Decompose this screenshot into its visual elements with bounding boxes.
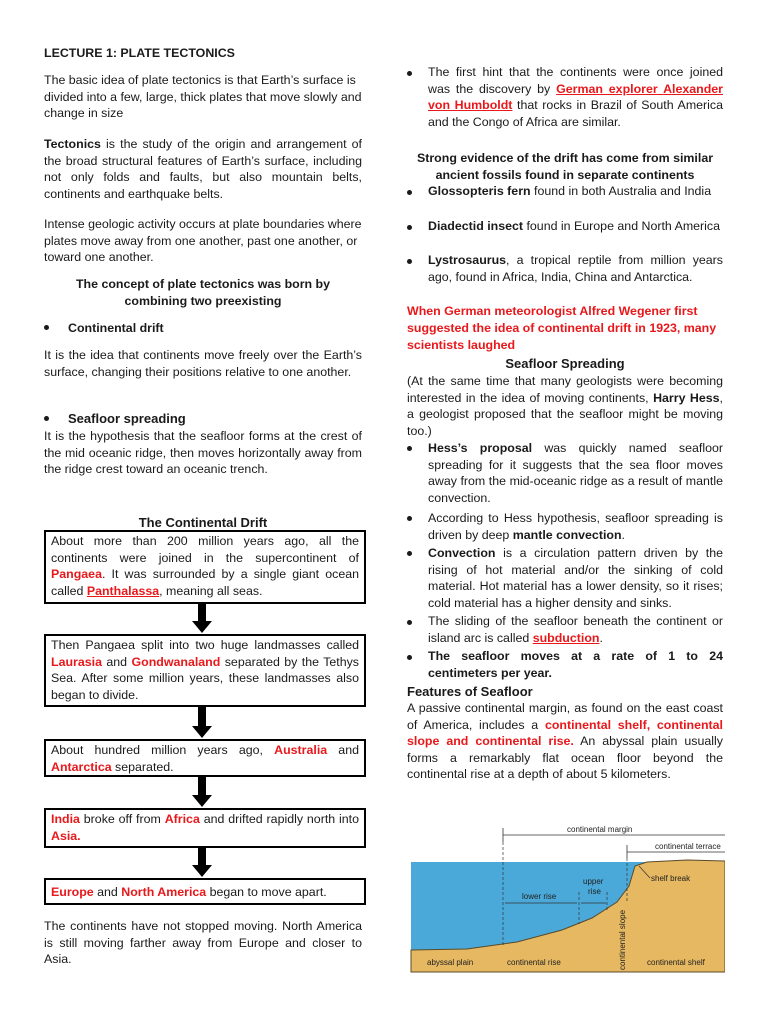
- wegener-note: When German meteorologist Alfred Wegener first suggested the idea of continental drift in 1923, many scientists laughed: [407, 304, 717, 352]
- label-upper-rise-2: rise: [588, 887, 601, 896]
- down-arrow-icon: [195, 604, 209, 634]
- bullet-seafloor-spreading: Seafloor spreading: [68, 411, 186, 426]
- label-abyssal-plain: abyssal plain: [427, 958, 474, 967]
- box-text: separated by the Tethys Sea. After some million years, these landmasses also began to divide.: [51, 654, 360, 702]
- intro-paragraph: The basic idea of plate tectonics is that Earth’s surface is divided into a few, large, thick plates that move slowly and change in size: [44, 73, 362, 121]
- bullet-dot: [407, 190, 412, 195]
- convection-term: Convection: [428, 546, 496, 560]
- box-text: . It was surrounded by a single giant ocean called: [51, 567, 359, 598]
- fossil-text: , a tropical reptile from million years ago, found in Africa, India, China and Antarctica.: [428, 253, 723, 284]
- continental-drift-heading: The Continental Drift: [138, 515, 268, 530]
- tectonics-paragraph: [44, 136, 362, 202]
- fossil-term: Glossopteris fern: [428, 184, 531, 198]
- term-pangaea: Pangaea: [51, 567, 102, 582]
- tectonics-definition: is the study of the origin and arrangement of the broad structural features of Earth’s surface, including not only folds and faults, but also mountain belts, continents and earthquake belts.: [44, 137, 362, 201]
- humboldt-name: German explorer Alexander von Humboldt: [428, 81, 723, 113]
- term-panthalassa: Panthalassa: [86, 583, 160, 598]
- box-text: and drifted rapidly north into: [199, 812, 359, 826]
- fossil-glossopteris: [428, 183, 723, 200]
- hess-name: Harry Hess: [653, 390, 720, 405]
- term-north-america: North America: [121, 885, 207, 899]
- down-arrow-icon: [195, 707, 209, 739]
- bullet-dot: [44, 325, 49, 330]
- mantle-convection-bullet: [428, 510, 723, 543]
- drift-box-laurasia: [44, 634, 366, 707]
- term-australia: Australia: [274, 743, 328, 757]
- term-gondwanaland: Gondwanaland: [131, 654, 221, 669]
- box-text: and: [101, 654, 132, 669]
- fossil-term: Lystrosaurus: [428, 253, 507, 267]
- subduction-bullet: [428, 613, 723, 646]
- label-shelf-break: shelf break: [651, 874, 691, 883]
- box-text: separated.: [111, 759, 174, 774]
- label-lower-rise: lower rise: [522, 892, 557, 901]
- continental-drift-definition: It is the idea that continents move freely over the Earth’s surface, changing their positions relative to one another.: [44, 348, 362, 379]
- fossil-heading: Strong evidence of the drift has come from similar ancient fossils found in separate continents: [416, 151, 714, 182]
- features-heading: Features of Seafloor: [407, 684, 533, 699]
- label-continental-shelf: continental shelf: [647, 958, 705, 967]
- label-continental-margin: continental margin: [567, 825, 633, 834]
- drift-box-australia: [44, 739, 366, 777]
- drift-box-europe: [44, 878, 366, 905]
- box-text: began to move apart.: [206, 885, 327, 899]
- box-text: and: [327, 743, 359, 757]
- bullet-dot: [407, 259, 412, 264]
- down-arrow-icon: [195, 848, 209, 878]
- hess-text: (At the same time that many geologists were becoming interested in the idea of moving continents,: [407, 374, 723, 405]
- tectonics-term: Tectonics: [44, 137, 101, 151]
- bullet-text: is a circulation pattern driven by the rising of hot material and/or the sinking of cold material. Hot material has a lower density, so it rises; cold material has a higher density and sinks.: [428, 546, 723, 610]
- features-terms: continental shelf, continental slope and continental rise.: [407, 717, 723, 749]
- term-antarctica: Antarctica: [51, 759, 112, 774]
- box-text: About more than 200 million years ago, all the continents were joined in the supercontinent of: [51, 534, 359, 565]
- bullet-dot: [407, 655, 412, 660]
- bullet-dot: [407, 225, 412, 230]
- term-india: India: [51, 812, 80, 826]
- seafloor-spreading-heading: Seafloor Spreading: [505, 356, 625, 371]
- hess-text: , a geologist proposed that the seafloor might be moving too.): [407, 390, 723, 438]
- down-arrow-icon: [195, 777, 209, 808]
- bullet-dot: [407, 620, 412, 625]
- bullet-text: .: [599, 630, 603, 645]
- convection-bullet: [428, 545, 723, 611]
- seafloor-rate-bullet: The seafloor moves at a rate of 1 to 24 centimeters per year.: [428, 649, 723, 680]
- closing-paragraph: The continents have not stopped moving. North America is still moving farther away from Europe and closer to Asia.: [44, 919, 362, 967]
- humboldt-bullet: [428, 64, 723, 130]
- bullet-dot: [407, 516, 412, 521]
- box-text: , meaning all seas.: [159, 583, 263, 598]
- fossil-diadectid: [428, 218, 723, 235]
- bullet-dot: [407, 551, 412, 556]
- term-asia: Asia.: [51, 828, 81, 843]
- concept-heading: The concept of plate tectonics was born by combining two preexisting: [75, 277, 331, 308]
- bullet-dot: [44, 416, 49, 421]
- drift-box-pangaea: [44, 530, 366, 604]
- label-continental-slope: continental slope: [618, 909, 627, 970]
- hess-proposal-term: Hess’s proposal: [428, 441, 533, 455]
- drift-box-india: [44, 808, 366, 848]
- mantle-convection-term: mantle convection: [512, 527, 622, 542]
- hess-proposal-bullet: [428, 440, 723, 506]
- fossil-lystrosaurus: [428, 252, 723, 285]
- term-laurasia: Laurasia: [51, 654, 102, 669]
- term-africa: Africa: [164, 812, 200, 826]
- subduction-term: subduction: [532, 630, 600, 645]
- boundaries-paragraph: Intense geologic activity occurs at plate boundaries where plates move away from one another, past one another, or toward one another.: [44, 217, 362, 265]
- bullet-continental-drift: Continental drift: [68, 321, 164, 335]
- box-text: Then Pangaea split into two huge landmasses called: [51, 638, 359, 652]
- features-paragraph: [407, 700, 723, 783]
- features-text: An abyssal plain usually forms a remarkably flat ocean floor beyond the continental rise at a depth of about 5 kilometers.: [407, 734, 723, 782]
- label-continental-terrace: continental terrace: [655, 842, 721, 851]
- bullet-dot: [407, 71, 412, 76]
- term-europe: Europe: [51, 885, 94, 899]
- bullet-text: The sliding of the seafloor beneath the continent or island arc is called: [428, 614, 723, 645]
- box-text: and: [93, 885, 122, 899]
- hint-text: that rocks in Brazil of South America and the Congo of Africa are similar.: [428, 98, 723, 129]
- seafloor-spreading-definition: It is the hypothesis that the seafloor forms at the crest of the mid oceanic ridge, then moves horizontally away from the ridge crest toward an oceanic trench.: [44, 429, 362, 477]
- features-text: A passive continental margin, as found on the east coast of America, includes a: [407, 701, 723, 732]
- fossil-text: found in Europe and North America: [523, 219, 721, 233]
- bullet-text: .: [621, 527, 625, 542]
- hess-paragraph: [407, 373, 723, 439]
- fossil-term: Diadectid insect: [428, 219, 524, 233]
- bullet-dot: [407, 446, 412, 451]
- label-upper-rise-1: upper: [583, 877, 604, 886]
- lecture-title: LECTURE 1: PLATE TECTONICS: [44, 46, 235, 60]
- hint-text: The first hint that the continents were once joined was the discovery by: [428, 65, 723, 96]
- label-continental-rise: continental rise: [507, 958, 561, 967]
- box-text: About hundred million years ago,: [51, 743, 275, 757]
- box-text: broke off from: [79, 812, 165, 826]
- continental-margin-diagram: [407, 822, 725, 974]
- fossil-text: found in both Australia and India: [530, 184, 712, 198]
- bullet-text: According to Hess hypothesis, seafloor spreading is driven by deep: [428, 511, 723, 542]
- bullet-text: was quickly named seafloor spreading for it suggests that the sea floor moves away from the mid-oceanic ridge as a result of mantle convection.: [428, 441, 723, 505]
